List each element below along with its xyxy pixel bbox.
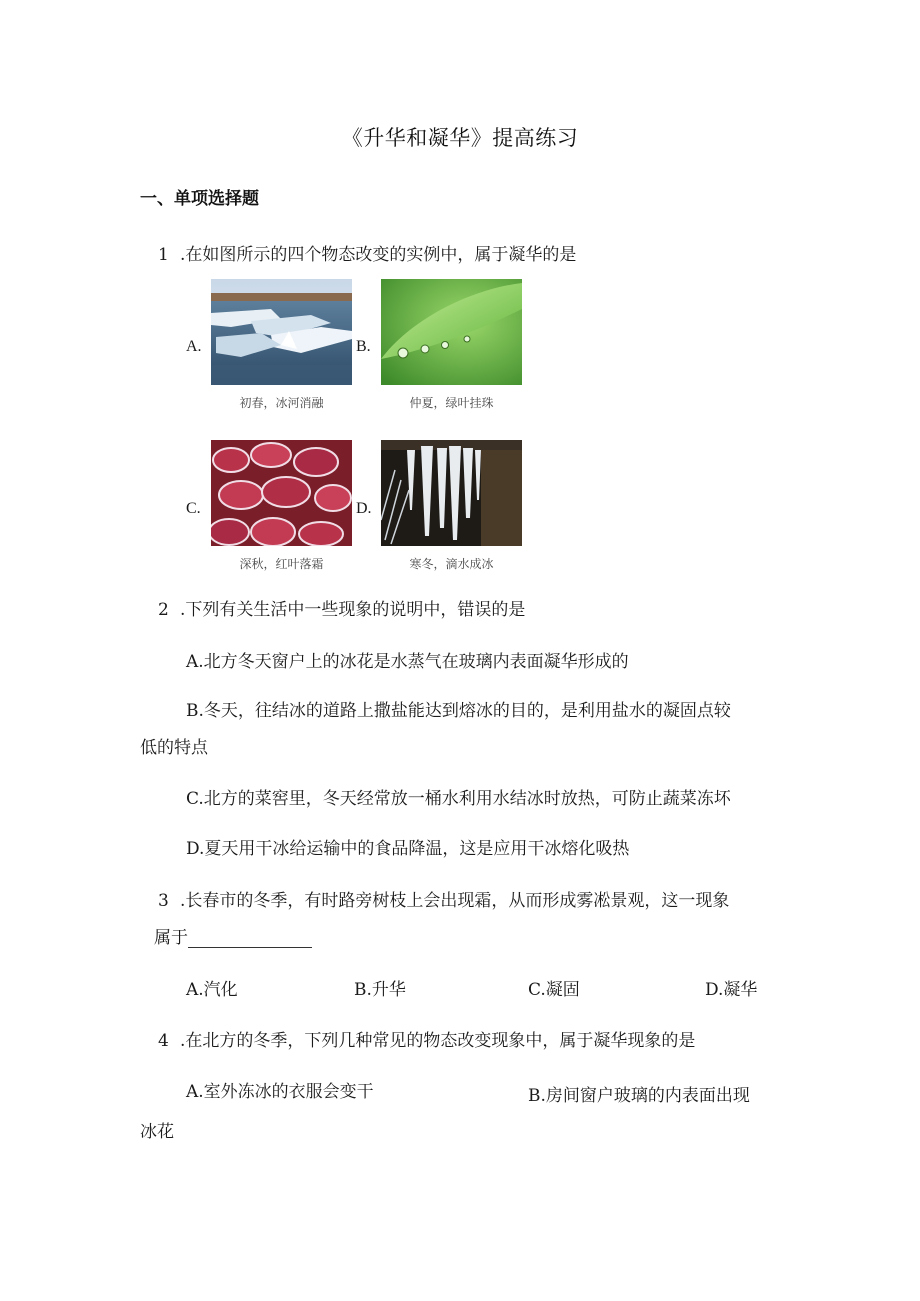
green-leaf-dew-image (381, 279, 522, 385)
q3-option-d: D.凝华 (705, 980, 758, 1000)
q2-option-c: C.北方的菜窖里，冬天经常放一桶水利用水结冰时放热，可防止蔬菜冻坏 (186, 789, 731, 809)
question-number: 1 (158, 245, 169, 265)
q4-option-b-line2: 冰花 (140, 1122, 174, 1142)
icicles-image (381, 440, 522, 546)
q3-option-a: A.汽化 (186, 980, 238, 1000)
q3-option-b: B.升华 (354, 980, 406, 1000)
frozen-river-image (211, 279, 352, 385)
answer-blank[interactable] (188, 931, 312, 948)
option-caption-a: 初春，冰河消融 (239, 396, 324, 410)
question-text-line1: .长春市的冬季，有时路旁树枝上会出现霜，从而形成雾凇景观，这一现象 (180, 891, 730, 911)
option-caption-b: 仲夏，绿叶挂珠 (409, 396, 494, 410)
question-number: 4 (158, 1031, 169, 1051)
option-letter-a: A. (186, 338, 202, 355)
question-3 (158, 886, 729, 911)
question-number: 3 (158, 891, 169, 911)
frosted-red-leaves-image (211, 440, 352, 546)
question-text: .在北方的冬季，下列几种常见的物态改变现象中，属于凝华现象的是 (180, 1031, 696, 1051)
q3-option-c: C.凝固 (528, 980, 580, 1000)
question-4 (158, 1026, 695, 1051)
page-title: 《升华和凝华》提高练习 (341, 126, 579, 150)
q2-option-b-line2: 低的特点 (140, 738, 208, 758)
question-2 (158, 595, 525, 620)
question-number: 2 (158, 600, 169, 620)
question-text: .在如图所示的四个物态改变的实例中，属于凝华的是 (180, 245, 577, 265)
question-3-line2 (154, 923, 312, 948)
q2-option-d: D.夏天用干冰给运输中的食品降温，这是应用干冰熔化吸热 (186, 839, 630, 859)
option-letter-b: B. (356, 338, 371, 355)
section-heading: 一、单项选择题 (140, 189, 259, 209)
question-text: .下列有关生活中一些现象的说明中，错误的是 (180, 600, 526, 620)
question-1 (158, 240, 576, 265)
q4-option-a: A.室外冻冰的衣服会变干 (186, 1082, 374, 1102)
option-caption-d: 寒冬，滴水成冰 (409, 557, 494, 571)
q4-option-b-line1: B.房间窗户玻璃的内表面出现 (528, 1086, 750, 1106)
q2-option-b-line1: B.冬天，往结冰的道路上撒盐能达到熔冰的目的，是利用盐水的凝固点较 (186, 701, 731, 721)
option-letter-d: D. (356, 500, 372, 517)
option-caption-c: 深秋，红叶落霜 (239, 557, 324, 571)
option-letter-c: C. (186, 500, 201, 517)
q2-option-a: A.北方冬天窗户上的冰花是水蒸气在玻璃内表面凝华形成的 (186, 652, 629, 672)
question-text-line2: 属于 (154, 928, 188, 948)
